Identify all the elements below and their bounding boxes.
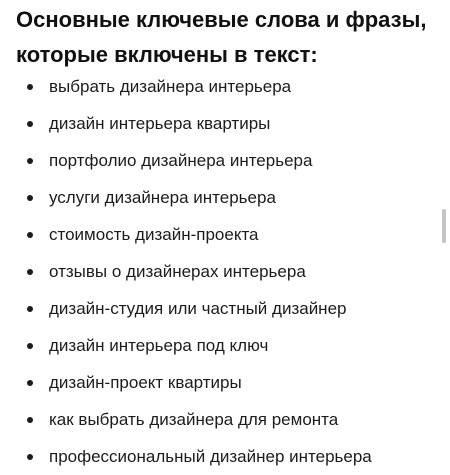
- scrollbar-thumb[interactable]: [442, 209, 446, 243]
- list-item: [0, 179, 430, 216]
- list-item: [0, 401, 430, 438]
- bullet-icon: [27, 343, 33, 349]
- list-item: [0, 290, 430, 327]
- list-item: [0, 253, 430, 290]
- list-item-text: услуги дизайнера интерьера: [49, 188, 276, 207]
- bullet-icon: [27, 269, 33, 275]
- bullet-icon: [27, 232, 33, 238]
- keyword-list: [0, 68, 430, 475]
- list-item-text: стоимость дизайн-проекта: [49, 225, 259, 244]
- bullet-icon: [27, 306, 33, 312]
- list-item-text: портфолио дизайнера интерьера: [49, 151, 313, 170]
- list-item: [0, 438, 430, 475]
- list-item: [0, 105, 430, 142]
- list-item-text: дизайн-проект квартиры: [49, 373, 242, 392]
- list-item-text: как выбрать дизайнера для ремонта: [49, 410, 339, 429]
- bullet-icon: [27, 380, 33, 386]
- bullet-icon: [27, 195, 33, 201]
- list-item-text: отзывы о дизайнерах интерьера: [49, 262, 306, 281]
- list-item-text: профессиональный дизайнер интерьера: [49, 447, 372, 466]
- list-item-text: дизайн интерьера квартиры: [49, 114, 271, 133]
- list-item: [0, 216, 430, 253]
- list-item: [0, 364, 430, 401]
- bullet-icon: [27, 417, 33, 423]
- list-item: [0, 142, 430, 179]
- bullet-icon: [27, 84, 33, 90]
- list-item-text: дизайн интерьера под ключ: [49, 336, 269, 355]
- bullet-icon: [27, 158, 33, 164]
- list-item-text: дизайн-студия или частный дизайнер: [49, 299, 347, 318]
- list-item: [0, 327, 430, 364]
- list-item: [0, 68, 430, 105]
- list-item-text: выбрать дизайнера интерьера: [49, 77, 292, 96]
- bullet-icon: [27, 121, 33, 127]
- bullet-icon: [27, 454, 33, 460]
- section-heading: Основные ключевые слова и фразы, которые включены в текст:: [16, 7, 427, 67]
